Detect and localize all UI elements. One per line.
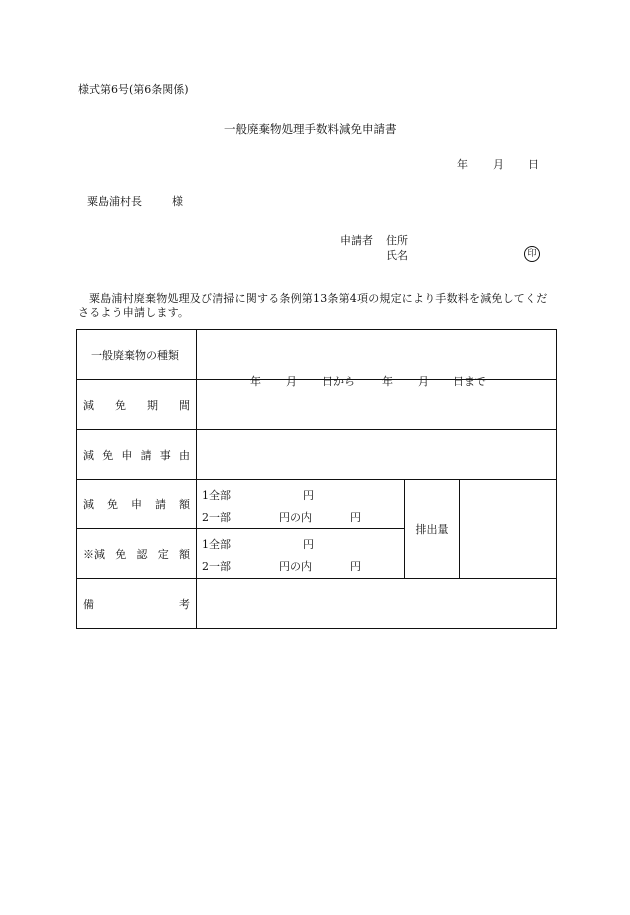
addressee-honorific: 様 bbox=[172, 195, 183, 208]
date-year: 年 bbox=[457, 158, 468, 171]
waste-type-label: 一般廃棄物の種類 bbox=[77, 330, 197, 380]
approved-yen-of: 円の内 bbox=[279, 560, 312, 573]
request-amount-field[interactable] bbox=[197, 480, 405, 529]
seal-mark: 印 bbox=[524, 246, 540, 262]
application-table bbox=[76, 329, 557, 629]
reason-label: 減 免 申 請 事 由 bbox=[77, 430, 197, 480]
period-day-to: 日まで bbox=[453, 375, 486, 388]
request-yen-part: 円 bbox=[350, 511, 361, 524]
discharge-field[interactable] bbox=[460, 480, 557, 579]
request-amount-label: 減 免 申 請 額 bbox=[77, 480, 197, 529]
period-month-to: 月 bbox=[418, 375, 429, 388]
period-day-from: 日から bbox=[322, 375, 355, 388]
request-option-part: 2一部 bbox=[202, 511, 231, 524]
body-text: 粟島浦村廃棄物処理及び清掃に関する条例第13条第4項の規定により手数料を減免してくださるよう申請します。 bbox=[78, 292, 548, 319]
name-label: 氏名 bbox=[386, 249, 408, 262]
date-month: 月 bbox=[493, 158, 504, 171]
discharge-label: 排出量 bbox=[405, 480, 460, 579]
approved-yen-part: 円 bbox=[350, 560, 361, 573]
document-title: 一般廃棄物処理手数料減免申請書 bbox=[224, 122, 397, 136]
request-option-all: 1全部 bbox=[202, 489, 231, 502]
period-year-from: 年 bbox=[250, 375, 261, 388]
date-day: 日 bbox=[528, 158, 539, 171]
applicant-label: 申請者 bbox=[340, 234, 373, 247]
row-remarks bbox=[77, 579, 557, 629]
approved-option-all: 1全部 bbox=[202, 538, 231, 551]
addressee-name: 粟島浦村長 bbox=[87, 195, 142, 208]
row-request-amount bbox=[77, 480, 557, 529]
reason-field[interactable] bbox=[197, 430, 557, 480]
period-month-from: 月 bbox=[286, 375, 297, 388]
row-period bbox=[77, 380, 557, 430]
remarks-field[interactable] bbox=[197, 579, 557, 629]
approved-yen-all: 円 bbox=[303, 538, 314, 551]
form-number: 様式第6号(第6条関係) bbox=[78, 83, 189, 96]
row-reason bbox=[77, 430, 557, 480]
period-year-to: 年 bbox=[382, 375, 393, 388]
row-waste-type bbox=[77, 330, 557, 380]
waste-type-field[interactable] bbox=[197, 330, 557, 380]
approved-amount-label: ※減 免 認 定 額 bbox=[77, 529, 197, 579]
period-label: 減 免 期 間 bbox=[77, 380, 197, 430]
request-yen-of: 円の内 bbox=[279, 511, 312, 524]
address-label: 住所 bbox=[386, 234, 408, 247]
remarks-label: 備 考 bbox=[77, 579, 197, 629]
request-yen-all: 円 bbox=[303, 489, 314, 502]
period-field[interactable] bbox=[197, 375, 557, 430]
approved-option-part: 2一部 bbox=[202, 560, 231, 573]
approved-amount-field[interactable] bbox=[197, 529, 405, 579]
